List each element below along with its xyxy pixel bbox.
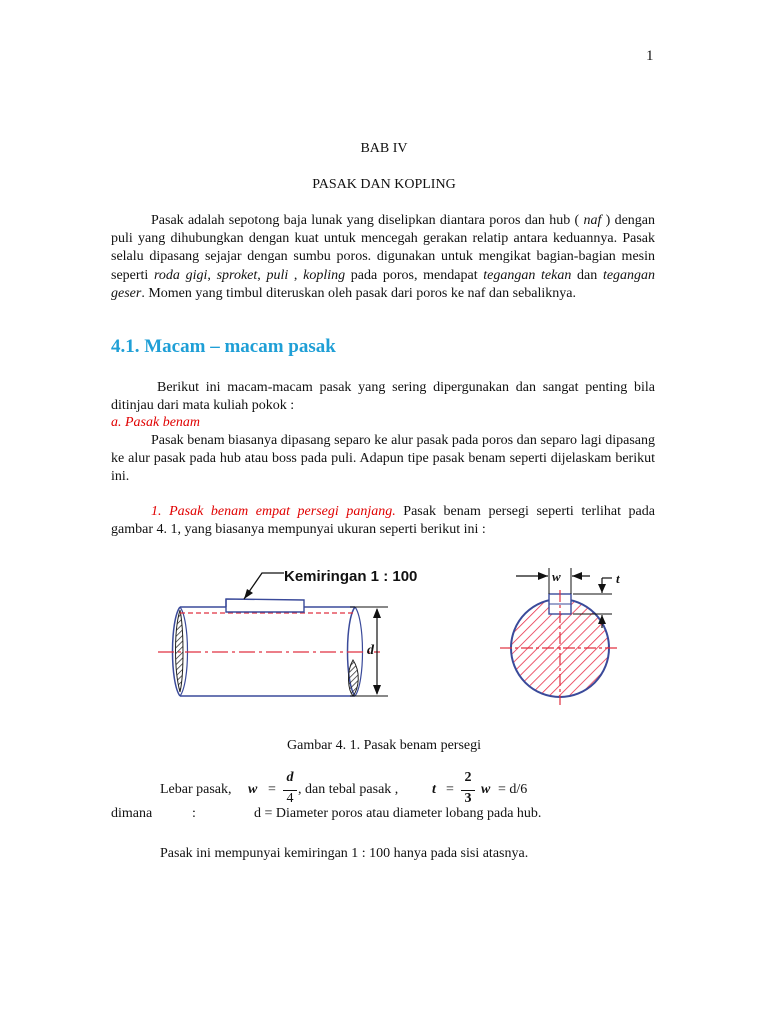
formula-w: w (248, 782, 258, 797)
frac1-numerator: d (286, 770, 294, 785)
subsection-a: a. Pasak benam (111, 415, 201, 430)
section-intro: Berikut ini macam-macam pasak yang sering dipergunakan dan sangat penting bila ditinjau dari mata kuliah pokok : (111, 380, 655, 414)
width-label: w (552, 569, 561, 584)
pasak-benam-paragraph: Pasak benam biasanya dipasang separo ke alur pasak pada poros dan separo lagi dipasang ke alur pasak pada hub atau boss pada puli. Adapun tipe pasak benam seperti dijelaskam berikut ini. (111, 433, 655, 485)
shaft-side-view (158, 573, 388, 696)
formula-middle: , dan tebal pasak , (298, 782, 399, 797)
formula-w2: w (481, 782, 491, 797)
shaft-cross-section (500, 568, 620, 705)
item1-paragraph: 1. Pasak benam empat persegi panjang. Pasak benam persegi seperti terlihat pada gambar 4. 1, yang biasanya mempunyai ukuran seperti berikut ini : (111, 504, 655, 538)
dimana-definition: d = Diameter poros atau diameter lobang pada hub. (254, 806, 542, 821)
formula-t: t (432, 782, 436, 797)
section-heading: 4.1. Macam – macam pasak (111, 336, 336, 357)
dimana-colon: : (192, 806, 196, 821)
formula (160, 770, 580, 810)
frac2-numerator: 2 (464, 770, 472, 785)
dimana-label: dimana (111, 806, 153, 821)
chapter-label: BAB IV (360, 141, 408, 156)
formula-eq2: = (446, 782, 454, 797)
diameter-label: d (367, 643, 374, 658)
taper-label: Kemiringan 1 : 100 (284, 568, 418, 585)
page-number: 1 (646, 48, 654, 64)
intro-paragraph: Pasak adalah sepotong baja lunak yang diselipkan diantara poros dan hub ( naf ) dengan puli yang dihubungkan dengan kuat untuk mencegah gerakan relatip antara keduannya. Pasak selalu dipasang sejajar dengan sumbu poros. digunakan untuk mengikat bagian-bagian mesin seperti roda gigi, sproket, puli , kopling pada poros, mendapat tegangan tekan dan tegangan geser. Momen yang timbul diteruskan oleh pasak dari poros ke naf dan sebaliknya. (111, 213, 656, 301)
figure-caption: Gambar 4. 1. Pasak benam persegi (287, 738, 481, 753)
frac2-denominator: 3 (464, 791, 472, 806)
formula-tail: = d/6 (498, 782, 528, 797)
closing-sentence: Pasak ini mempunyai kemiringan 1 : 100 hanya pada sisi atasnya. (160, 846, 529, 861)
chapter-title: PASAK DAN KOPLING (312, 177, 456, 192)
thickness-label: t (616, 571, 620, 586)
formula-eq: = (268, 782, 276, 797)
figure-sunk-key (150, 560, 630, 730)
frac1-denominator: 4 (286, 791, 294, 806)
formula-prefix: Lebar pasak, (160, 782, 232, 797)
